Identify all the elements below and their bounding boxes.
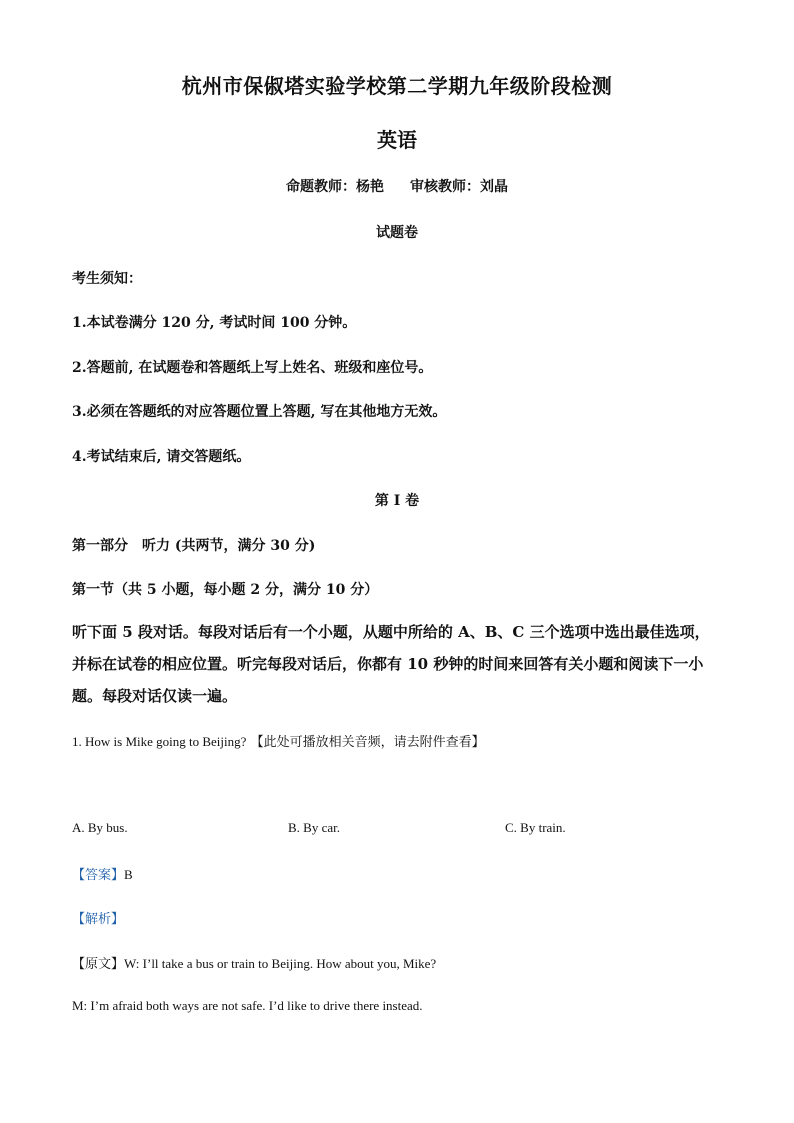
notice-heading: 考生须知： xyxy=(72,271,142,287)
analysis-line xyxy=(72,908,124,927)
subject-title: 英语 xyxy=(377,128,417,152)
notice-item: 4.考试结束后, 请交答题纸。 xyxy=(72,449,251,465)
paper-label: 试题卷 xyxy=(376,225,418,241)
volume-heading: 第 I 卷 xyxy=(374,493,420,509)
option-c: C. By train. xyxy=(505,820,566,835)
option-a: A. By bus. xyxy=(72,820,128,835)
notice-item: 2.答题前, 在试题卷和答题纸上写上姓名、班级和座位号。 xyxy=(72,360,433,376)
option-b: B. By car. xyxy=(288,820,340,835)
exam-title: 杭州市保俶塔实验学校第二学期九年级阶段检测 xyxy=(181,74,613,98)
question-1 xyxy=(72,731,485,750)
answer-label: 【答案】 xyxy=(72,868,125,883)
notice-item: 3.必须在答题纸的对应答题位置上答题, 写在其他地方无效。 xyxy=(72,404,447,420)
section-heading: 第一节（共 5 小题，每小题 2 分，满分 10 分） xyxy=(72,582,379,598)
transcript-w-text: W: I’ll take a bus or train to Beijing. How about you, Mike? xyxy=(124,956,437,971)
part-heading: 第一部分 听力 (共两节，满分 30 分) xyxy=(72,538,316,554)
reviewer-name: 审核教师：刘晶 xyxy=(410,179,508,195)
question-text: 1. How is Mike going to Beijing? xyxy=(72,734,247,749)
analysis-label: 【解析】 xyxy=(72,912,125,927)
audio-note[interactable]: 【此处可播放相关音频，请去附件查看】 xyxy=(250,735,485,750)
answer-line xyxy=(72,864,133,883)
original-label: 【原文】 xyxy=(72,957,125,972)
transcript-w xyxy=(72,953,436,972)
notice-item: 1.本试卷满分 120 分, 考试时间 100 分钟。 xyxy=(72,315,357,331)
answer-value: B xyxy=(124,867,133,882)
transcript-m: M: I’m afraid both ways are not safe. I’d like to drive there instead. xyxy=(72,998,423,1013)
listening-instruction: 听下面 5 段对话。每段对话后有一个小题，从题中所给的 A、B、C 三个选项中选出最佳选项，并标在试卷的相应位置。听完每段对话后，你都有 10 秒钟的时间来回答有关小题和阅读下一小题。每段对话仅读一遍。 xyxy=(72,623,710,705)
teacher-line xyxy=(0,176,794,196)
setter-name: 命题教师：杨艳 xyxy=(286,179,384,195)
